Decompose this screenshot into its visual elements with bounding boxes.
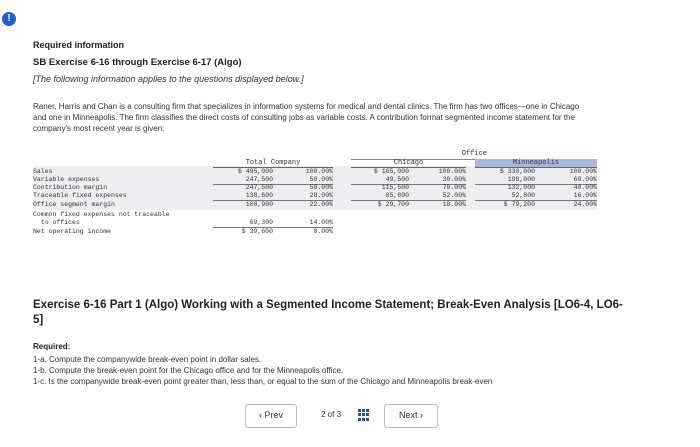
cell: 132,000 [507, 184, 535, 191]
column-header-minneapolis: Minneapolis [475, 159, 597, 168]
cell: 198,000 [475, 176, 535, 185]
next-label: Next [398, 410, 418, 420]
table-row [33, 228, 597, 236]
cell: 52.00% [409, 192, 466, 201]
cell: $ 39,600 [241, 228, 273, 235]
table-row [33, 168, 597, 176]
table-row [33, 192, 597, 200]
cell: 49,500 [351, 176, 409, 185]
row-label: Office segment margin [33, 201, 115, 208]
cell: 70.00% [442, 184, 466, 191]
cell: 24.00% [573, 201, 597, 208]
cell: 50.00% [309, 184, 333, 191]
next-button[interactable] [384, 404, 438, 428]
cell: 22.00% [309, 201, 333, 208]
part-title: Exercise 6-16 Part 1 (Algo) Working with a Segmented Income Statement; Break-Even Analysis [LO6-4, LO6-5] [33, 299, 623, 326]
requirement-1b: 1-b. Compute the break-even point for the Chicago office and for the Minneapolis office. [33, 366, 344, 375]
chevron-right-icon: › [420, 410, 424, 420]
row-label: Variable expenses [33, 176, 100, 183]
row-label: Traceable fixed expenses [33, 192, 127, 199]
cell: 115,500 [381, 184, 409, 191]
row-label: Sales [33, 168, 53, 175]
exercise-title: SB Exercise 6-16 through Exercise 6-17 (Algo) [33, 57, 242, 68]
cell: $ 330,000 [499, 168, 535, 175]
office-header: Office [351, 150, 597, 160]
cell: 100.00% [305, 168, 333, 175]
cell: 108,900 [245, 201, 273, 208]
cell: 52,800 [475, 192, 535, 201]
page-indicator [306, 404, 356, 426]
cell: 100.00% [438, 168, 466, 175]
cell: $ 165,000 [373, 168, 409, 175]
column-header-total: Total Company [213, 159, 333, 168]
cell: 100.00% [569, 168, 597, 175]
prev-button[interactable] [245, 404, 297, 428]
requirement-1a: 1-a. Compute the companywide break-even point in dollar sales. [33, 355, 262, 364]
cell: $ 79,200 [503, 201, 535, 208]
cell: 30.00% [409, 176, 466, 185]
row-label: Common fixed expenses not traceable to offices [33, 211, 170, 226]
requirement-1c: 1-c. Is the companywide break-even point greater than, less than, or equal to the sum of the Chicago and Minneapolis break-even [33, 377, 493, 386]
table-row [33, 184, 597, 192]
page-of: of 3 [327, 410, 342, 419]
grid-icon[interactable] [358, 409, 370, 421]
cell: 247,500 [245, 184, 273, 191]
cell: 60.00% [535, 176, 597, 185]
cell: $ 495,000 [237, 168, 273, 175]
cell: 18.00% [442, 201, 466, 208]
cell: 40.00% [573, 184, 597, 191]
page-current: 2 [320, 410, 326, 419]
row-label: Net operating income [33, 228, 112, 235]
cell: 247,500 [213, 176, 273, 185]
alert-icon: ! [2, 12, 16, 26]
required-information-heading: Required information [33, 40, 125, 50]
cell: 50.00% [273, 176, 333, 185]
cell: 8.00% [313, 228, 333, 235]
table-row [33, 176, 597, 184]
segmented-income-statement [33, 150, 597, 250]
prev-label: Prev [264, 410, 284, 420]
row-label: Contribution margin [33, 184, 108, 191]
table-row [33, 201, 597, 209]
cell: 28.00% [273, 192, 333, 201]
required-label: Required: [33, 342, 71, 351]
table-row [33, 211, 597, 227]
cell: 16.00% [535, 192, 597, 201]
cell: $ 29,700 [377, 201, 409, 208]
cell: 138,600 [213, 192, 273, 201]
column-header-chicago: Chicago [351, 159, 466, 168]
exercise-note: [The following information applies to the questions displayed below.] [33, 74, 304, 84]
intro-paragraph: Raner, Harris and Chan is a consulting firm that specializes in information systems for medical and dental clinics. The firm has two offices—one in Chicago and one in Minneapolis. The firm classifies the direct costs of consulting jobs as variable costs. A contribution format segmented income statement for the company's most recent year is given: [33, 102, 580, 133]
cell: 85,800 [351, 192, 409, 201]
cell: 69,300 [213, 219, 273, 228]
chevron-left-icon: ‹ [258, 410, 262, 420]
cell: 14.00% [273, 219, 333, 228]
